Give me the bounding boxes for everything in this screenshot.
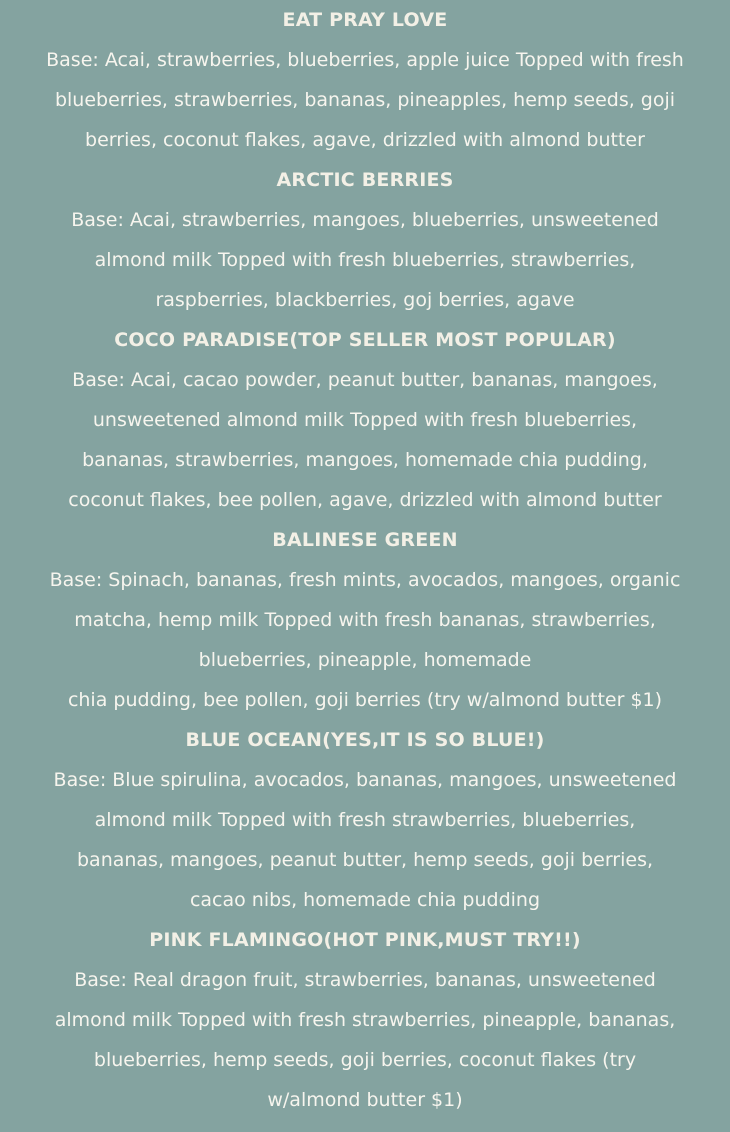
menu-item-title: PINK FLAMINGO(HOT PINK,MUST TRY!!) xyxy=(149,929,581,951)
menu-item-description-line: blueberries, pineapple, homemade xyxy=(198,649,532,671)
menu-item-description-line: blueberries, hemp seeds, goji berries, coconut flakes (try xyxy=(93,1049,637,1071)
menu-item-description-line: bananas, strawberries, mangoes, homemade chia pudding, xyxy=(82,449,648,471)
menu-item-description-line: almond milk Topped with fresh strawberries, blueberries, xyxy=(94,809,636,831)
menu-item-description-line: cacao nibs, homemade chia pudding xyxy=(189,889,541,911)
menu-item-description-line: coconut flakes, bee pollen, agave, drizzled with almond butter xyxy=(68,489,662,511)
menu-item-description-line: raspberries, blackberries, goj berries, agave xyxy=(155,289,575,311)
menu-item-description-line: Base: Acai, cacao powder, peanut butter, bananas, mangoes, xyxy=(72,369,658,391)
menu-item-title: BALINESE GREEN xyxy=(272,529,458,551)
menu-item-description-line: matcha, hemp milk Topped with fresh bananas, strawberries, xyxy=(74,609,656,631)
menu-item-description-line: Base: Acai, strawberries, mangoes, blueberries, unsweetened xyxy=(71,209,659,231)
menu-item-balinese-green xyxy=(0,520,730,720)
menu-item-description-line: Base: Blue spirulina, avocados, bananas, mangoes, unsweetened xyxy=(53,769,677,791)
menu-item-pink-flamingo xyxy=(0,920,730,1120)
menu-item-arctic-berries xyxy=(0,160,730,320)
menu-item-title: ARCTIC BERRIES xyxy=(276,169,454,191)
menu-item-description-line: Base: Acai, strawberries, blueberries, apple juice Topped with fresh xyxy=(46,49,684,71)
menu-item-description-line: blueberries, strawberries, bananas, pineapples, hemp seeds, goji xyxy=(54,89,676,111)
menu-item-description-line: unsweetened almond milk Topped with fresh blueberries, xyxy=(92,409,638,431)
menu-item-title: BLUE OCEAN(YES,IT IS SO BLUE!) xyxy=(185,729,545,751)
menu-item-description-line: Base: Spinach, bananas, fresh mints, avocados, mangoes, organic xyxy=(49,569,681,591)
menu-item-description-line: bananas, mangoes, peanut butter, hemp seeds, goji berries, xyxy=(76,849,654,871)
menu-item-eat-pray-love xyxy=(0,0,730,160)
menu-item-coco-paradise xyxy=(0,320,730,520)
menu-item-description-line: almond milk Topped with fresh strawberries, pineapple, bananas, xyxy=(54,1009,676,1031)
menu-item-blue-ocean xyxy=(0,720,730,920)
menu-item-description-line: berries, coconut flakes, agave, drizzled with almond butter xyxy=(85,129,645,151)
menu-item-description-line: w/almond butter $1) xyxy=(267,1089,463,1111)
menu-item-description-line: almond milk Topped with fresh blueberries, strawberries, xyxy=(94,249,636,271)
menu-item-description-line: chia pudding, bee pollen, goji berries (try w/almond butter $1) xyxy=(67,689,663,711)
menu-item-title: EAT PRAY LOVE xyxy=(282,9,448,31)
menu-item-description-line: Base: Real dragon fruit, strawberries, bananas, unsweetened xyxy=(74,969,656,991)
menu-item-title: COCO PARADISE(TOP SELLER MOST POPULAR) xyxy=(114,329,616,351)
